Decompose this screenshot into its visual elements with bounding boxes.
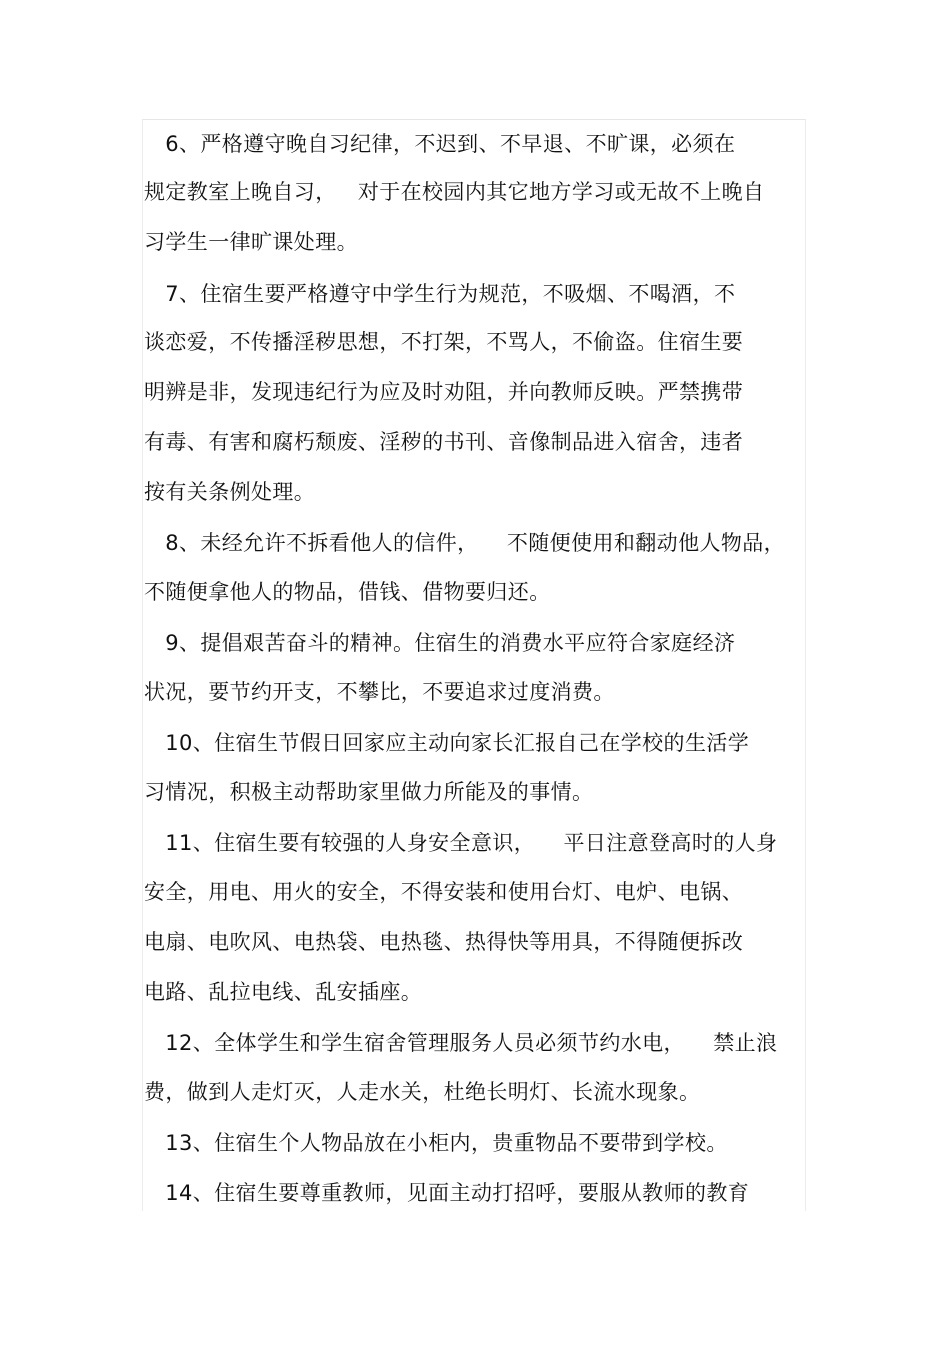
text-line-16: 安全，用电、用火的安全，不得安装和使用台灯、电炉、电锅、 [144,880,744,904]
text-line-18: 电路、乱拉电线、乱安插座。 [144,980,423,1004]
text-line-8: 按有关条例处理。 [144,480,316,504]
text-line-3: 习学生一律旷课处理。 [144,230,358,254]
text-line-9: 8、未经允许不拆看他人的信件， 不随便使用和翻动他人物品， [144,531,786,555]
text-line-15: 11、住宿生要有较强的人身安全意识， 平日注意登高时的人身 [144,831,778,855]
text-line-22: 14、住宿生要尊重教师，见面主动打招呼，要服从教师的教育 [144,1181,750,1205]
text-line-4: 7、住宿生要严格遵守中学生行为规范，不吸烟、不喝酒，不 [144,282,736,306]
text-line-20: 费，做到人走灯灭，人走水关，杜绝长明灯、长流水现象。 [144,1080,701,1104]
text-line-10: 不随便拿他人的物品，借钱、借物要归还。 [144,580,551,604]
text-line-13: 10、住宿生节假日回家应主动向家长汇报自己在学校的生活学 [144,731,750,755]
text-line-14: 习情况，积极主动帮助家里做力所能及的事情。 [144,780,594,804]
text-line-12: 状况，要节约开支，不攀比，不要追求过度消费。 [144,680,615,704]
text-line-21: 13、住宿生个人物品放在小柜内，贵重物品不要带到学校。 [144,1131,728,1155]
text-line-1: 6、严格遵守晚自习纪律，不迟到、不早退、不旷课，必须在 [144,132,736,156]
text-line-6: 明辨是非，发现违纪行为应及时劝阻，并向教师反映。严禁携带 [144,380,744,404]
text-line-5: 谈恋爱，不传播淫秽思想，不打架，不骂人，不偷盗。住宿生要 [144,330,744,354]
text-line-2: 规定教室上晚自习， 对于在校园内其它地方学习或无故不上晚自 [144,180,765,204]
text-line-11: 9、提倡艰苦奋斗的精神。住宿生的消费水平应符合家庭经济 [144,631,736,655]
text-line-7: 有毒、有害和腐朽颓废、淫秽的书刊、音像制品进入宿舍，违者 [144,430,744,454]
text-line-17: 电扇、电吹风、电热袋、电热毯、热得快等用具，不得随便拆改 [144,930,744,954]
text-line-19: 12、全体学生和学生宿舍管理服务人员必须节约水电， 禁止浪 [144,1031,778,1055]
